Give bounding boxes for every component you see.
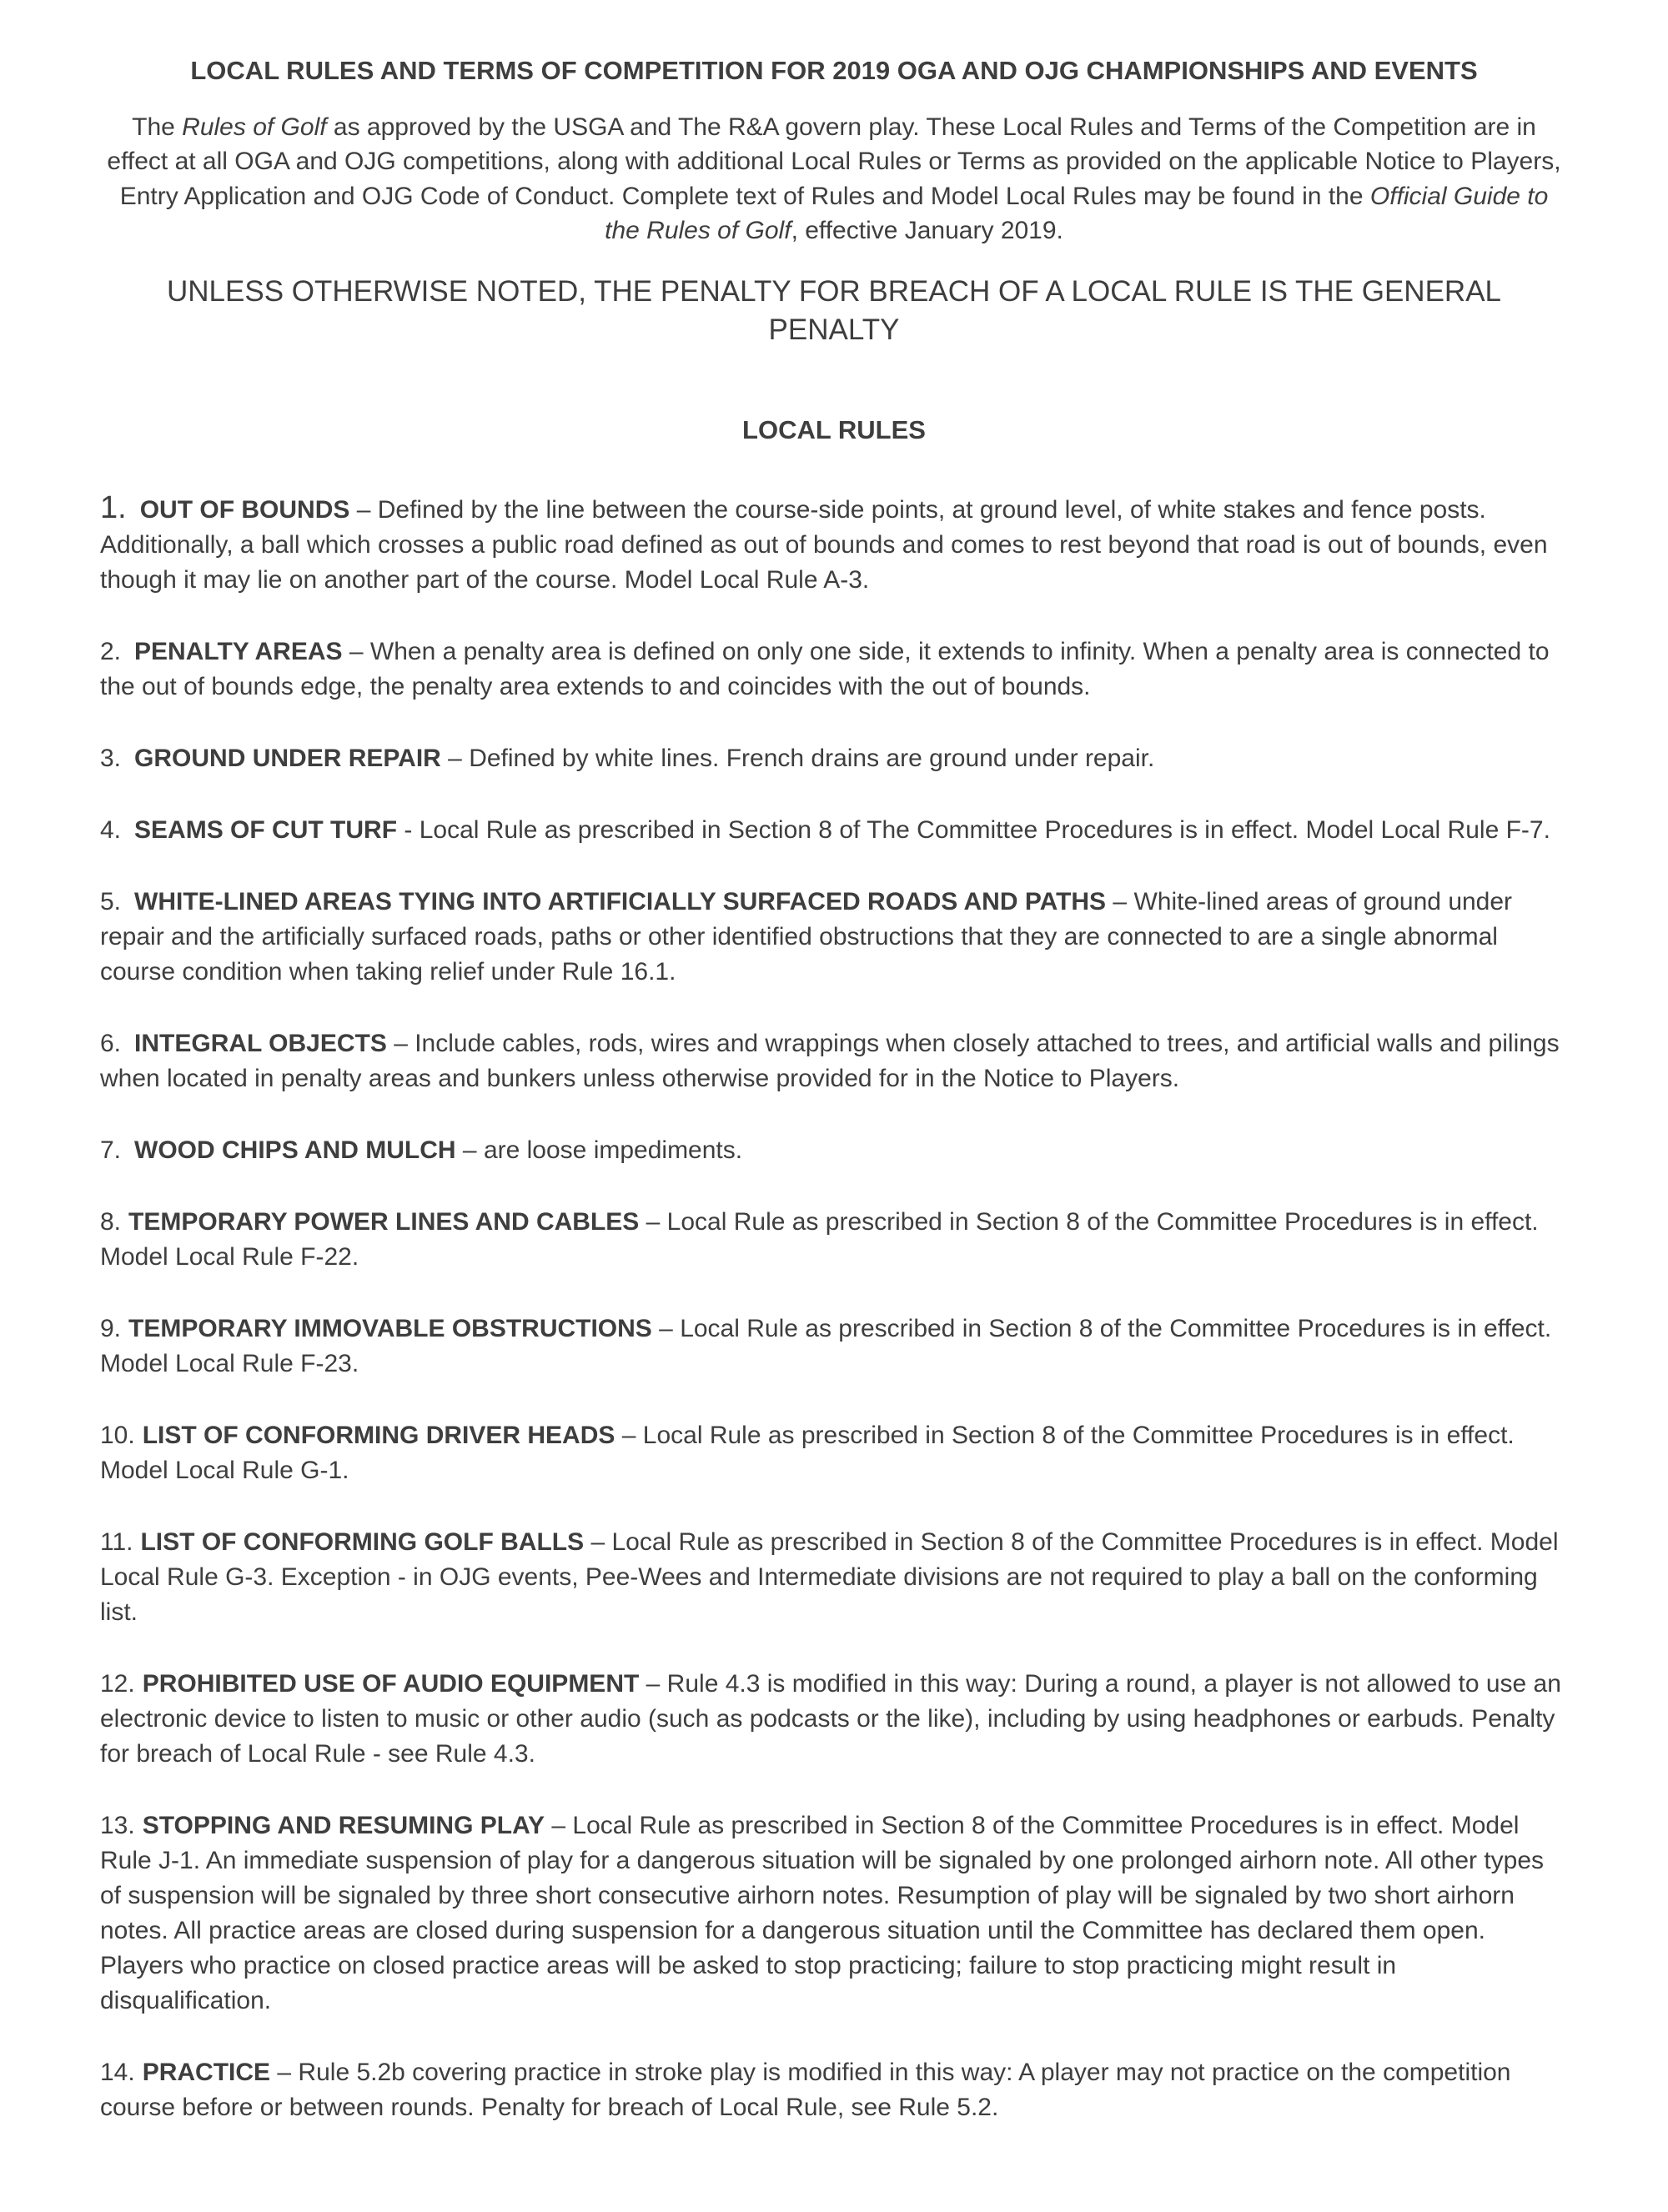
rule-item-7 <box>100 1133 1568 1168</box>
intro-italic-rules-of-golf: Rules of Golf <box>182 113 327 141</box>
rule-number: 4. <box>100 816 122 845</box>
rule-number: 6. <box>100 1030 122 1058</box>
rule-number: 10. <box>100 1422 135 1450</box>
rule-title: PROHIBITED USE OF AUDIO EQUIPMENT <box>142 1670 640 1698</box>
rule-item-14 <box>100 2055 1568 2125</box>
rule-title: OUT OF BOUNDS <box>139 496 350 524</box>
rule-number: 11. <box>100 1528 133 1557</box>
intro-paragraph <box>100 110 1568 248</box>
rule-body: – Local Rule as prescribed in Section 8 of the Committee Procedures is in effect. Model Local Rule F-22. <box>100 1208 1539 1272</box>
rule-number: 14. <box>100 2059 135 2087</box>
rule-item-11 <box>100 1525 1568 1630</box>
rule-number: 3. <box>100 745 122 773</box>
rule-title: INTEGRAL OBJECTS <box>134 1030 387 1058</box>
rule-item-3 <box>100 741 1568 776</box>
rule-body: – Local Rule as prescribed in Section 8 of the Committee Procedures is in effect. Model Local Rule G-3. Exception - in OJG events, Pee-Wees and Intermediate divisions are not required to play a ball on the conforming list. <box>100 1528 1559 1627</box>
rule-item-6 <box>100 1026 1568 1096</box>
rule-number: 13. <box>100 1812 135 1840</box>
rule-title: STOPPING AND RESUMING PLAY <box>142 1812 545 1840</box>
rule-item-9 <box>100 1312 1568 1382</box>
rule-body: – Local Rule as prescribed in Section 8 of the Committee Procedures is in effect. Model Local Rule F-23. <box>100 1315 1552 1378</box>
document-title: LOCAL RULES AND TERMS OF COMPETITION FOR 2019 OGA AND OJG CHAMPIONSHIPS AND EVENTS <box>190 56 1478 85</box>
section-heading-local-rules: LOCAL RULES <box>742 415 926 445</box>
rule-item-4 <box>100 813 1568 848</box>
intro-italic-official-guide: Official Guide to the Rules of Golf <box>605 182 1549 245</box>
rule-title: PRACTICE <box>142 2059 271 2087</box>
rule-body: – White-lined areas of ground under repair and the artificially surfaced roads, paths or other identified obstructions that they are connected to are a single abnormal course condition when taking relief under Rule 16.1. <box>100 888 1513 986</box>
rule-number: 5. <box>100 888 122 916</box>
rule-body: – Defined by white lines. French drains are ground under repair. <box>448 745 1155 773</box>
rule-item-13 <box>100 1808 1568 2019</box>
rule-body: – Rule 4.3 is modified in this way: During a round, a player is not allowed to use an electronic device to listen to music or other audio (such as podcasts or the like), including by using headphones or earbuds. Penalty for breach of Local Rule - see Rule 4.3. <box>100 1670 1561 1768</box>
rule-item-8 <box>100 1205 1568 1275</box>
rule-title: WOOD CHIPS AND MULCH <box>134 1136 456 1165</box>
intro-text-2: as approved by the USGA and The R&A govern play. These Local Rules and Terms of the Competition are in effect at all OGA and OJG competitions, along with additional Local Rules or Terms as provided on the applicable Notice to Players, Entry Application and OJG Code of Conduct. Complete text of Rules and Model Local Rules may be found in the <box>107 113 1561 210</box>
rule-number: 12. <box>100 1670 135 1698</box>
rule-title: LIST OF CONFORMING GOLF BALLS <box>140 1528 585 1557</box>
rule-item-10 <box>100 1418 1568 1488</box>
rule-title: GROUND UNDER REPAIR <box>134 745 441 773</box>
rule-body: – Defined by the line between the course-side points, at ground level, of white stakes and fence posts. Additionally, a ball which crosses a public road defined as out of bounds and comes to rest beyond that road is out of bounds, even though it may lie on another part of the course. Model Local Rule A-3. <box>100 496 1548 594</box>
rule-number: 7. <box>100 1136 122 1165</box>
rule-body: - Local Rule as prescribed in Section 8 of The Committee Procedures is in effect. Model Local Rule F-7. <box>404 816 1550 845</box>
rule-body: – Local Rule as prescribed in Section 8 of the Committee Procedures is in effect. Model Rule J-1. An immediate suspension of play for a dangerous situation will be signaled by one prolonged airhorn note. All other types of suspension will be signaled by three short consecutive airhorn notes. Resumption of play will be signaled by two short airhorn notes. All practice areas are closed during suspension for a dangerous situation until the Committee has declared them open. Players who practice on closed practice areas will be asked to stop practicing; failure to stop practicing might result in disqualification. <box>100 1812 1545 2015</box>
rule-body: – When a penalty area is defined on only one side, it extends to infinity. When a penalty area is connected to the out of bounds edge, the penalty area extends to and coincides with the out of bounds. <box>100 638 1550 701</box>
rule-item-1 <box>100 492 1568 598</box>
rule-title: WHITE-LINED AREAS TYING INTO ARTIFICIALLY SURFACED ROADS AND PATHS <box>134 888 1107 916</box>
rule-number: 1. <box>100 490 127 526</box>
rule-item-5 <box>100 885 1568 990</box>
penalty-notice: UNLESS OTHERWISE NOTED, THE PENALTY FOR BREACH OF A LOCAL RULE IS THE GENERAL PENALTY <box>166 275 1502 346</box>
rule-title: SEAMS OF CUT TURF <box>134 816 398 845</box>
rule-body: – Local Rule as prescribed in Section 8 of the Committee Procedures is in effect. Model Local Rule G-1. <box>100 1422 1515 1485</box>
intro-text-1: The <box>132 113 183 141</box>
rule-title: TEMPORARY POWER LINES AND CABLES <box>128 1208 640 1236</box>
rule-item-2 <box>100 635 1568 705</box>
rule-title: PENALTY AREAS <box>134 638 343 666</box>
intro-text-3: , effective January 2019. <box>791 217 1063 245</box>
rule-title: TEMPORARY IMMOVABLE OBSTRUCTIONS <box>128 1315 652 1343</box>
rule-body: – are loose impediments. <box>462 1136 743 1165</box>
rule-body: – Rule 5.2b covering practice in stroke play is modified in this way: A player may not practice on the competition course before or between rounds. Penalty for breach of Local Rule, see Rule 5.2. <box>100 2059 1511 2122</box>
rule-title: LIST OF CONFORMING DRIVER HEADS <box>142 1422 615 1450</box>
rule-number: 9. <box>100 1315 122 1343</box>
rule-item-12 <box>100 1667 1568 1772</box>
rule-body: – Include cables, rods, wires and wrappings when closely attached to trees, and artificial walls and pilings when located in penalty areas and bunkers unless otherwise provided for in the Notice to Players. <box>100 1030 1560 1093</box>
rule-number: 8. <box>100 1208 122 1236</box>
rule-number: 2. <box>100 638 122 666</box>
